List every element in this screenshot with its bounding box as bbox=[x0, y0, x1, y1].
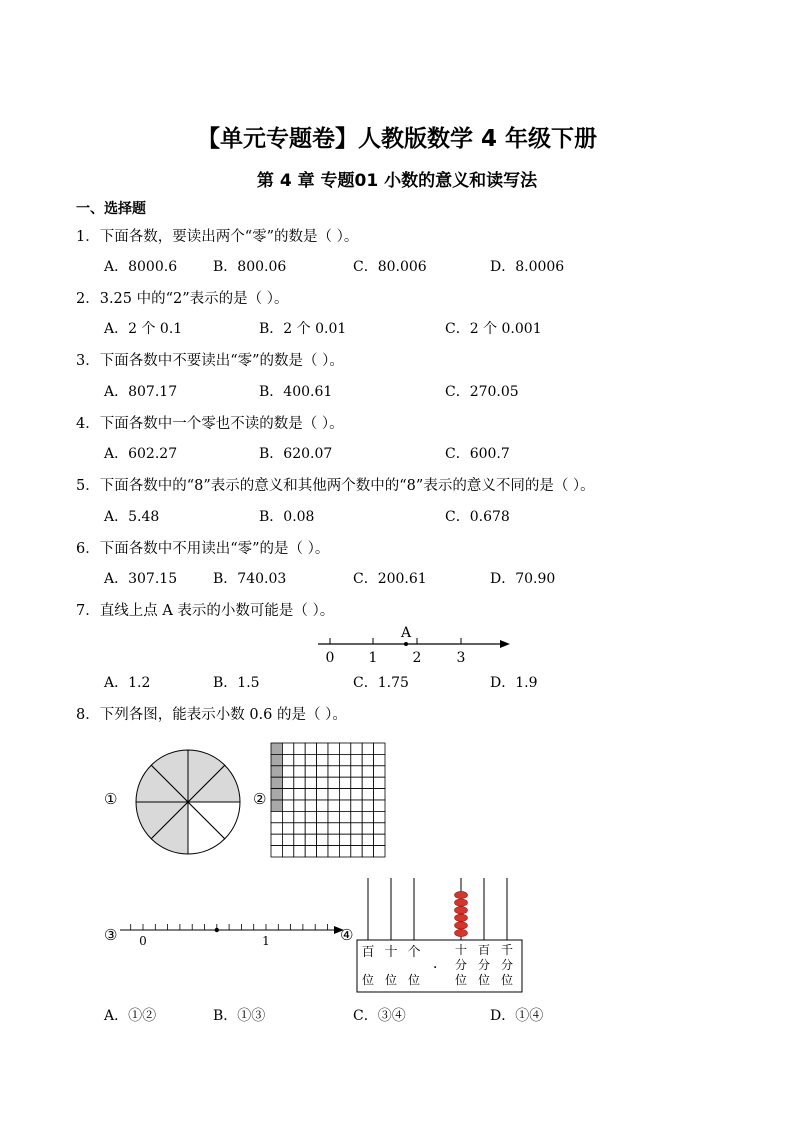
grid-cell bbox=[362, 823, 373, 834]
figure-4-label: ④ bbox=[340, 926, 354, 944]
grid-cell bbox=[328, 743, 339, 754]
grid-cell bbox=[294, 789, 305, 800]
grid-cell bbox=[328, 789, 339, 800]
q7-tick-label: 1 bbox=[368, 650, 378, 666]
grid-cell bbox=[271, 811, 282, 822]
grid-cell bbox=[374, 777, 385, 788]
grid-cell bbox=[317, 800, 328, 811]
question-6-option-a[interactable]: A．307.15 bbox=[104, 571, 178, 587]
question-5-stem: 5．下面各数中的“8”表示的意义和其他两个数中的“8”表示的意义不同的是（ ）。 bbox=[76, 478, 595, 494]
fig3-tick-label: 0 bbox=[139, 934, 147, 948]
abacus-place-label: 位 bbox=[384, 973, 398, 987]
grid-cell bbox=[317, 777, 328, 788]
abacus-decimal-point: ． bbox=[433, 956, 447, 972]
grid-cell bbox=[271, 834, 282, 845]
grid-cell bbox=[328, 777, 339, 788]
question-1-option-d[interactable]: D．8.0006 bbox=[490, 259, 565, 275]
grid-cell bbox=[374, 834, 385, 845]
grid-cell bbox=[328, 834, 339, 845]
abacus-place-label: 位 bbox=[454, 973, 468, 987]
figure-4-abacus bbox=[356, 876, 526, 994]
question-6-option-d[interactable]: D．70.90 bbox=[490, 571, 556, 587]
grid-cell bbox=[374, 754, 385, 765]
grid-cell bbox=[351, 754, 362, 765]
abacus-place-label: 千 bbox=[500, 943, 514, 957]
grid-cell bbox=[305, 823, 316, 834]
abacus-bead bbox=[455, 907, 468, 914]
grid-cell bbox=[351, 766, 362, 777]
abacus-bead bbox=[455, 899, 468, 906]
grid-cell bbox=[328, 823, 339, 834]
grid-cell bbox=[294, 811, 305, 822]
page-subtitle: 第 4 章 专题01 小数的意义和读写法 bbox=[256, 171, 538, 191]
abacus-place-label: 分 bbox=[500, 958, 514, 972]
question-8-option-a[interactable]: A．①② bbox=[104, 1008, 157, 1024]
grid-cell bbox=[317, 754, 328, 765]
question-7-option-a[interactable]: A．1.2 bbox=[104, 675, 151, 691]
grid-cell bbox=[271, 743, 282, 754]
figure-1-label: ① bbox=[104, 790, 118, 808]
abacus-bead bbox=[455, 929, 468, 936]
grid-cell bbox=[351, 846, 362, 857]
fig3-tick-label: 1 bbox=[262, 934, 270, 948]
question-3-option-a[interactable]: A．807.17 bbox=[104, 384, 178, 400]
grid-cell bbox=[362, 743, 373, 754]
section-heading: 一、选择题 bbox=[76, 201, 146, 217]
grid-cell bbox=[317, 789, 328, 800]
question-7-stem: 7．直线上点 A 表示的小数可能是（ ）。 bbox=[76, 603, 335, 619]
grid-cell bbox=[328, 800, 339, 811]
question-1-option-a[interactable]: A．8000.6 bbox=[104, 259, 178, 275]
q7-tick-label: 0 bbox=[325, 650, 335, 666]
grid-cell bbox=[339, 766, 350, 777]
question-2-option-a[interactable]: A．2 个 0.1 bbox=[104, 321, 183, 337]
grid-cell bbox=[374, 743, 385, 754]
grid-cell bbox=[362, 846, 373, 857]
grid-cell bbox=[374, 823, 385, 834]
grid-cell bbox=[328, 846, 339, 857]
grid-cell bbox=[305, 834, 316, 845]
grid-cell bbox=[305, 766, 316, 777]
grid-cell bbox=[351, 800, 362, 811]
grid-cell bbox=[294, 743, 305, 754]
figure-1-circle bbox=[132, 746, 244, 858]
grid-cell bbox=[351, 789, 362, 800]
grid-cell bbox=[317, 766, 328, 777]
grid-cell bbox=[282, 811, 293, 822]
grid-cell bbox=[282, 834, 293, 845]
question-7-option-d[interactable]: D．1.9 bbox=[490, 675, 538, 691]
figure-3-label: ③ bbox=[104, 926, 118, 944]
figure-2-label: ② bbox=[253, 790, 267, 808]
figure-2-grid bbox=[270, 742, 388, 858]
grid-cell bbox=[339, 811, 350, 822]
grid-cell bbox=[362, 754, 373, 765]
question-6-stem: 6．下面各数中不用读出“零”的是（ ）。 bbox=[76, 541, 330, 557]
page-title: 【单元专题卷】人教版数学 4 年级下册 bbox=[196, 126, 598, 152]
grid-cell bbox=[351, 743, 362, 754]
grid-cell bbox=[317, 743, 328, 754]
question-3-option-c[interactable]: C．270.05 bbox=[445, 384, 519, 400]
grid-cell bbox=[271, 789, 282, 800]
grid-cell bbox=[374, 846, 385, 857]
abacus-place-label: 个 bbox=[407, 945, 421, 960]
grid-cell bbox=[271, 754, 282, 765]
grid-cell bbox=[351, 811, 362, 822]
question-3-stem: 3．下面各数中不要读出“零”的数是（ ）。 bbox=[76, 353, 344, 369]
grid-cell bbox=[305, 743, 316, 754]
grid-cell bbox=[374, 800, 385, 811]
grid-cell bbox=[294, 777, 305, 788]
grid-cell bbox=[294, 834, 305, 845]
abacus-place-label: 分 bbox=[454, 958, 468, 972]
abacus-bead bbox=[455, 891, 468, 898]
grid-cell bbox=[317, 823, 328, 834]
grid-cell bbox=[271, 823, 282, 834]
grid-cell bbox=[362, 789, 373, 800]
question-2-stem: 2．3.25 中的“2”表示的是（ ）。 bbox=[76, 291, 289, 307]
grid-cell bbox=[294, 754, 305, 765]
grid-cell bbox=[339, 789, 350, 800]
abacus-place-label: 十 bbox=[454, 943, 468, 957]
grid-cell bbox=[271, 846, 282, 857]
grid-cell bbox=[305, 800, 316, 811]
grid-cell bbox=[282, 766, 293, 777]
grid-cell bbox=[374, 766, 385, 777]
grid-cell bbox=[339, 777, 350, 788]
grid-cell bbox=[339, 743, 350, 754]
grid-cell bbox=[305, 754, 316, 765]
grid-cell bbox=[271, 777, 282, 788]
abacus-place-label: 百 bbox=[477, 943, 491, 957]
grid-cell bbox=[328, 754, 339, 765]
grid-cell bbox=[328, 811, 339, 822]
grid-cell bbox=[339, 800, 350, 811]
grid-cell bbox=[362, 777, 373, 788]
question-4-stem: 4．下面各数中一个零也不读的数是（ ）。 bbox=[76, 416, 344, 432]
question-1-option-c[interactable]: C．80.006 bbox=[353, 259, 427, 275]
question-4-option-b[interactable]: B．620.07 bbox=[259, 446, 333, 462]
question-8-option-c[interactable]: C．③④ bbox=[353, 1008, 406, 1024]
question-8-option-d[interactable]: D．①④ bbox=[490, 1008, 544, 1024]
q7-point-label: A bbox=[400, 625, 412, 641]
question-1-option-b[interactable]: B．800.06 bbox=[213, 259, 287, 275]
abacus-place-label: 位 bbox=[500, 973, 514, 987]
grid-cell bbox=[282, 800, 293, 811]
abacus-bead bbox=[455, 922, 468, 929]
grid-cell bbox=[362, 811, 373, 822]
grid-cell bbox=[328, 766, 339, 777]
grid-cell bbox=[282, 754, 293, 765]
grid-cell bbox=[339, 846, 350, 857]
grid-cell bbox=[305, 777, 316, 788]
grid-cell bbox=[351, 823, 362, 834]
grid-cell bbox=[362, 800, 373, 811]
figure-3-number-line bbox=[118, 912, 346, 952]
grid-cell bbox=[271, 766, 282, 777]
question-2-option-c[interactable]: C．2 个 0.001 bbox=[445, 321, 542, 337]
grid-cell bbox=[351, 834, 362, 845]
grid-cell bbox=[305, 846, 316, 857]
q7-axis-arrow bbox=[500, 640, 510, 648]
grid-cell bbox=[294, 766, 305, 777]
question-7-option-b[interactable]: B．1.5 bbox=[213, 675, 260, 691]
grid-cell bbox=[294, 823, 305, 834]
grid-cell bbox=[305, 789, 316, 800]
fig3-point bbox=[215, 928, 219, 932]
question-6-option-c[interactable]: C．200.61 bbox=[353, 571, 427, 587]
grid-cell bbox=[317, 834, 328, 845]
abacus-place-label: 百 bbox=[361, 945, 375, 960]
abacus-place-label: 位 bbox=[477, 973, 491, 987]
question-2-option-b[interactable]: B．2 个 0.01 bbox=[259, 321, 347, 337]
grid-cell bbox=[282, 823, 293, 834]
question-4-option-a[interactable]: A．602.27 bbox=[104, 446, 178, 462]
grid-cell bbox=[339, 823, 350, 834]
grid-cell bbox=[282, 789, 293, 800]
q7-number-line bbox=[310, 622, 515, 666]
abacus-place-label: 位 bbox=[407, 973, 421, 987]
q7-point-a bbox=[404, 642, 408, 646]
grid-cell bbox=[317, 811, 328, 822]
grid-cell bbox=[271, 800, 282, 811]
grid-cell bbox=[374, 811, 385, 822]
grid-cell bbox=[282, 777, 293, 788]
grid-cell bbox=[305, 811, 316, 822]
q7-tick-label: 2 bbox=[412, 650, 422, 666]
grid-cell bbox=[339, 834, 350, 845]
grid-cell bbox=[362, 834, 373, 845]
grid-cell bbox=[282, 846, 293, 857]
q7-tick-label: 3 bbox=[456, 650, 466, 666]
grid-cell bbox=[362, 766, 373, 777]
question-1-stem: 1．下面各数，要读出两个“零”的数是（ ）。 bbox=[76, 229, 359, 245]
grid-cell bbox=[351, 777, 362, 788]
grid-cell bbox=[339, 754, 350, 765]
grid-cell bbox=[374, 789, 385, 800]
question-3-option-b[interactable]: B．400.61 bbox=[259, 384, 333, 400]
grid-cell bbox=[282, 743, 293, 754]
abacus-bead bbox=[455, 914, 468, 921]
question-5-option-a[interactable]: A．5.48 bbox=[104, 509, 160, 525]
question-8-option-b[interactable]: B．①③ bbox=[213, 1008, 266, 1024]
question-8-stem: 8．下列各图，能表示小数 0.6 的是（ ）。 bbox=[76, 707, 347, 723]
question-7-option-c[interactable]: C．1.75 bbox=[353, 675, 409, 691]
abacus-place-label: 十 bbox=[384, 945, 398, 960]
grid-cell bbox=[317, 846, 328, 857]
grid-cell bbox=[294, 800, 305, 811]
abacus-place-label: 分 bbox=[477, 958, 491, 972]
question-6-option-b[interactable]: B．740.03 bbox=[213, 571, 287, 587]
question-5-option-c[interactable]: C．0.678 bbox=[445, 509, 510, 525]
grid-cell bbox=[294, 846, 305, 857]
abacus-place-label: 位 bbox=[361, 973, 375, 987]
question-5-option-b[interactable]: B．0.08 bbox=[259, 509, 315, 525]
question-4-option-c[interactable]: C．600.7 bbox=[445, 446, 510, 462]
